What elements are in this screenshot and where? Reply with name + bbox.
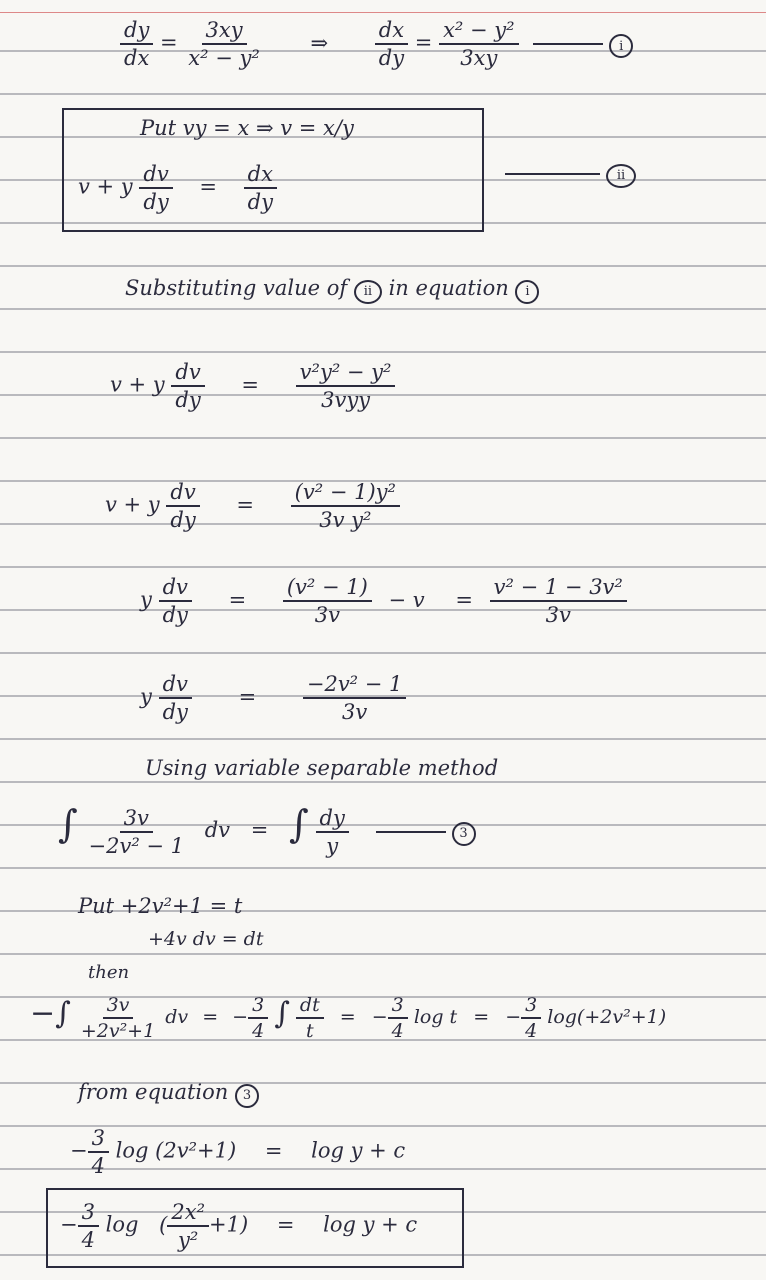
fraction: $\frac{dy}{y}$ <box>316 806 349 858</box>
fraction: $\frac{dv}{dy}$ <box>159 672 192 724</box>
put-line-1: Put +2v²+1 = t <box>78 894 243 918</box>
fraction: $\frac{3v}{\text{−2v² − 1}}$ <box>88 805 185 858</box>
fraction: $\frac{\text{x² − y²}}{3xy}$ <box>439 18 519 70</box>
fraction: $\frac{dx}{dy}$ <box>375 18 408 70</box>
substitution-line: Put vy = x ⇒ v = x/y <box>140 116 354 140</box>
equation-tag-i: i <box>515 280 539 304</box>
fraction: $\frac{dv}{dy}$ <box>166 480 199 532</box>
reference-dash <box>533 43 603 45</box>
derivative-substitution: v + y $\frac{dv}{dy}$ = $\frac{dx}{dy}$ <box>78 162 277 214</box>
equation-b: v + y $\frac{dv}{dy}$ = $\frac{\text{(v² − 1)y²}}{\text{3v y²}}$ <box>105 480 400 532</box>
equation-c: y $\frac{dv}{dy}$ = $\frac{\text{(v² − 1)}}{3v}$ − v = $\frac{\text{v² − 1 − 3v²}}{3v}$ <box>140 575 627 627</box>
fraction: $\frac{\text{(v² − 1)y²}}{\text{3v y²}}$ <box>291 480 400 532</box>
fraction: $\frac{dx}{dy}$ <box>244 162 277 214</box>
equation-d: y $\frac{dv}{dy}$ = $\frac{\text{−2v² − 1}}{3v}$ <box>140 672 406 724</box>
equation-e: ∫ $\frac{3v}{\text{−2v² − 1}}$ dv = ∫ $\frac{dy}{y}$ 3 <box>58 802 476 858</box>
fraction: $\frac{\text{v²y² − y²}}{\text{3vyy}}$ <box>296 360 396 412</box>
fraction: $\frac{3}{4}$ <box>521 994 541 1042</box>
equation-g: − $\frac{3}{4}$ log (2v²+1) = log y + c <box>70 1126 406 1178</box>
equation-a: v + y $\frac{dv}{dy}$ = $\frac{\text{v²y² − y²}}{\text{3vyy}}$ <box>110 360 395 412</box>
fraction: $\frac{dv}{dy}$ <box>159 575 192 627</box>
equation-line-1: $\frac{dy}{dx}$ = $\frac{3xy}{\text{x² − y²}}$ ⇒ $\frac{dx}{dy}$ = $\frac{\text{x² − y²}}{3xy}$ i <box>120 18 633 70</box>
then-text: then <box>88 962 130 983</box>
fraction: $\frac{3}{4}$ <box>248 994 268 1042</box>
reference-dash <box>376 831 446 833</box>
put-line-2: +4v dv = dt <box>148 928 264 950</box>
fraction: $\frac{\text{v² − 1 − 3v²}}{3v}$ <box>490 575 627 627</box>
fraction: $\frac{\text{2x²}}{\text{y²}}$ <box>167 1200 209 1252</box>
fraction: $\frac{3}{4}$ <box>78 1200 99 1252</box>
fraction: $\frac{\text{(v² − 1)}}{3v}$ <box>283 575 372 627</box>
top-margin-line <box>0 12 766 13</box>
equation-tag-3: 3 <box>452 822 476 846</box>
substituting-text: Substituting value of ii in equation i <box>125 276 539 304</box>
fraction: $\frac{\text{−2v² − 1}}{3v}$ <box>303 672 407 724</box>
equation-f: −∫ $\frac{3v}{\text{+2v²+1}}$ dv = − $\frac{3}{4}$ ∫ $\frac{dt}{t}$ = − $\frac{3}{4}$ log t = − $\frac{3}{4}$ log(+2v²+1) <box>30 994 667 1042</box>
equation-tag-3: 3 <box>235 1084 259 1108</box>
from-equation-text: from equation 3 <box>78 1080 259 1108</box>
method-text: Using variable separable method <box>145 756 499 780</box>
equation-tag-ii: ii <box>606 164 636 188</box>
box-reference <box>505 160 636 188</box>
fraction: $\frac{3v}{\text{+2v²+1}}$ <box>80 994 156 1042</box>
fraction: $\frac{dy}{dx}$ <box>120 18 153 70</box>
equation-tag-i: i <box>609 34 633 58</box>
fraction: $\frac{3xy}{\text{x² − y²}}$ <box>188 18 260 70</box>
final-answer: − $\frac{3}{4}$ log ( $\frac{\text{2x²}}{\text{y²}}$ +1) = log y + c <box>60 1200 418 1252</box>
fraction: $\frac{dv}{dy}$ <box>171 360 204 412</box>
fraction: $\frac{3}{4}$ <box>88 1126 109 1178</box>
fraction: $\frac{3}{4}$ <box>388 994 408 1042</box>
fraction: $\frac{dt}{t}$ <box>296 994 324 1042</box>
fraction: $\frac{dv}{dy}$ <box>139 162 172 214</box>
equation-tag-ii: ii <box>354 280 382 304</box>
reference-dash <box>505 173 600 175</box>
